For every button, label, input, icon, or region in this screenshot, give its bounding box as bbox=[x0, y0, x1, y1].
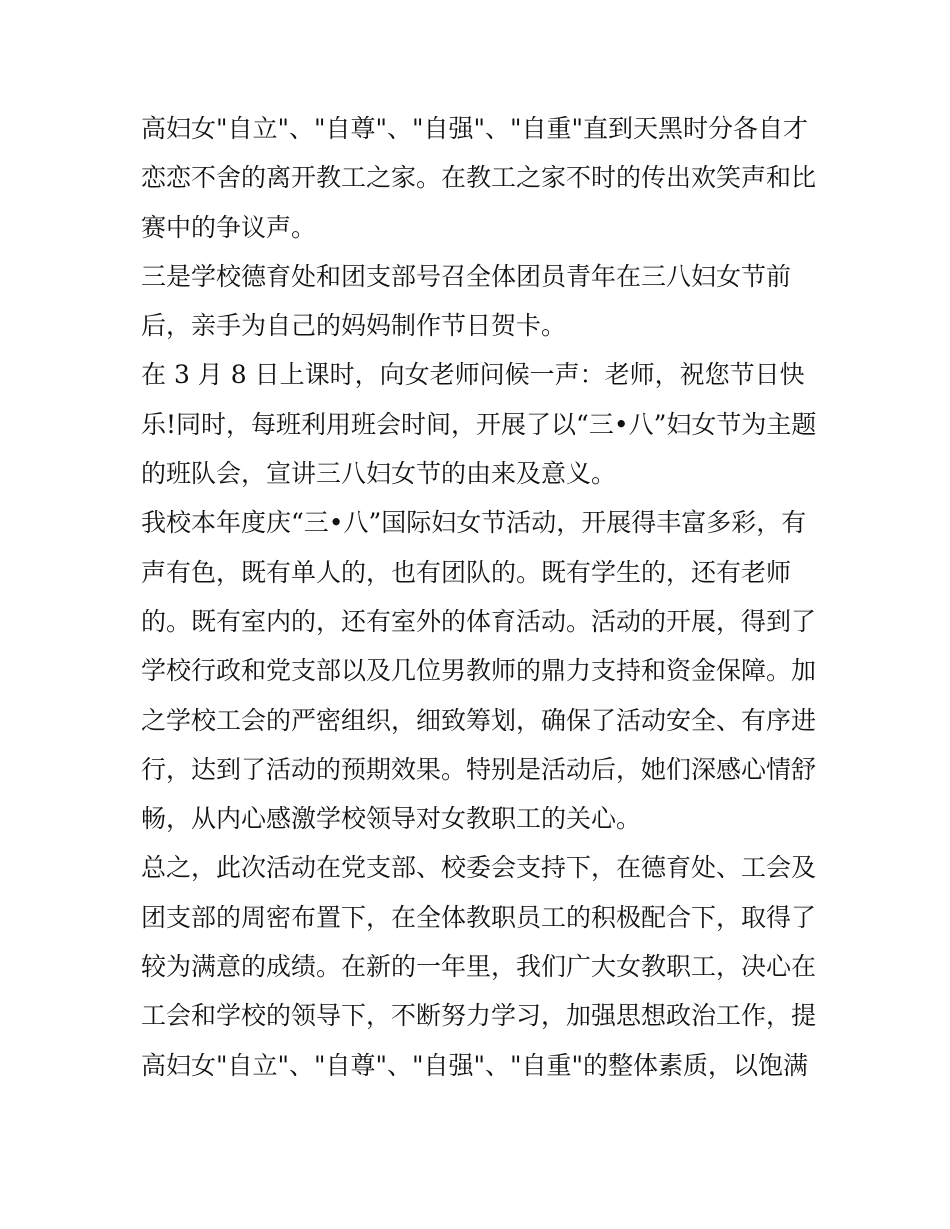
text-line: 畅，从内心感激学校领导对女教职工的关心。 bbox=[141, 804, 642, 834]
text-line: 高妇女"自立"、"自尊"、"自强"、"自重"直到天黑时分各自才 bbox=[141, 114, 808, 143]
text-line: 在 3 月 8 日上课时，向女老师问候一声：老师，祝您节日快 bbox=[141, 360, 805, 390]
text-line: 之学校工会的严密组织，细致筹划，确保了活动安全、有序进 bbox=[141, 705, 817, 735]
text-line: 三是学校德育处和团支部号召全体团员青年在三八妇女节前 bbox=[141, 261, 792, 291]
text-line: 学校行政和党支部以及几位男教师的鼎力支持和资金保障。加 bbox=[141, 656, 817, 686]
text-line: 高妇女"自立"、"自尊"、"自强"、"自重"的整体素质，以饱满 bbox=[141, 1050, 808, 1080]
text-line: 我校本年度庆“三•八”国际妇女节活动，开展得丰富多彩，有 bbox=[141, 508, 807, 538]
text-line: 恋恋不舍的离开教工之家。在教工之家不时的传出欢笑声和比 bbox=[141, 163, 817, 193]
text-line: 声有色，既有单人的，也有团队的。既有学生的，还有老师 bbox=[141, 557, 792, 587]
text-line: 工会和学校的领导下，不断努力学习，加强思想政治工作，提 bbox=[141, 1001, 817, 1031]
text-line: 行，达到了活动的预期效果。特别是活动后，她们深感心情舒 bbox=[141, 754, 817, 784]
text-line: 团支部的周密布置下，在全体教职员工的积极配合下，取得了 bbox=[141, 902, 817, 932]
document-body bbox=[141, 104, 821, 1090]
text-line: 总之，此次活动在党支部、校委会支持下，在德育处、工会及 bbox=[141, 853, 817, 883]
text-line: 的。既有室内的，还有室外的体育活动。活动的开展，得到了 bbox=[141, 606, 817, 636]
text-line: 乐!同时，每班利用班会时间，开展了以“三•八”妇女节为主题 bbox=[141, 409, 817, 439]
text-line: 赛中的争议声。 bbox=[141, 212, 317, 242]
text-line: 较为满意的成绩。在新的一年里，我们广大女教职工，决心在 bbox=[141, 952, 817, 982]
text-line: 的班队会，宣讲三八妇女节的由来及意义。 bbox=[141, 459, 617, 489]
text-line: 后，亲手为自己的妈妈制作节日贺卡。 bbox=[141, 311, 567, 341]
